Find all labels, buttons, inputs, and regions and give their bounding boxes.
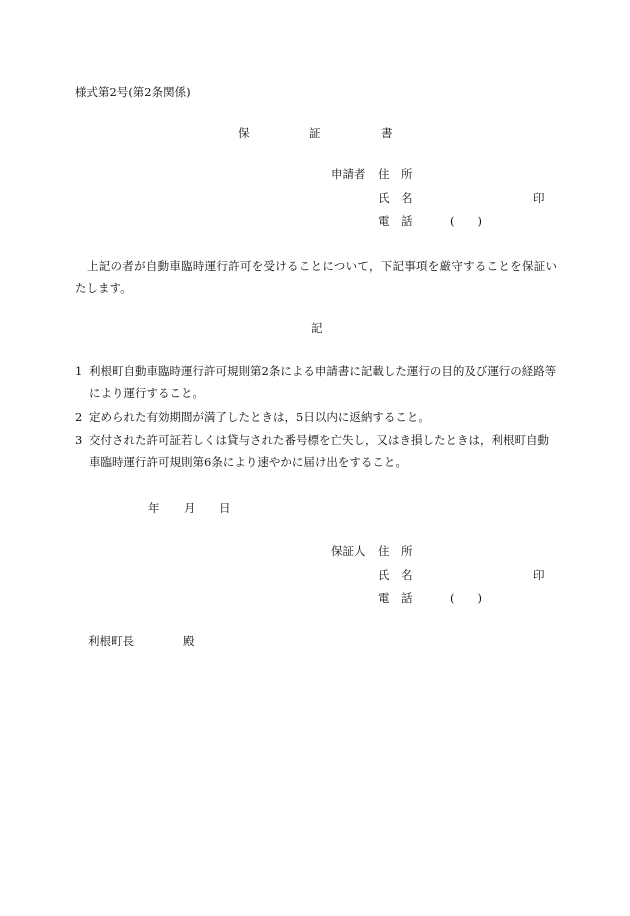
date-day: 日 (219, 501, 231, 515)
item-number: 1 (75, 364, 83, 378)
title-char-1: 保 (238, 126, 250, 140)
applicant-phone-paren: ( ) (450, 214, 482, 228)
date-month: 月 (184, 501, 196, 515)
item-text: 利根町自動車臨時運行許可規則第2条による申請書に記載した運行の目的及び運行の経路等により運行すること。 (89, 364, 557, 400)
addressee-honorific: 殿 (183, 634, 195, 648)
guarantor-address-label: 住 所 (378, 544, 413, 558)
intro-paragraph: 上記の者が自動車臨時運行許可を受けることについて，下記事項を厳守することを保証いたします。 (75, 259, 557, 295)
guarantor-phone-label: 電 話 (378, 591, 413, 605)
item-text: 定められた有効期間が満了したときは，5日以内に返納すること。 (89, 410, 430, 424)
applicant-role: 申請者 (331, 167, 366, 181)
item-number: 2 (75, 410, 83, 424)
list-item (75, 429, 559, 473)
title-char-3: 書 (381, 126, 393, 140)
form-reference: 様式第2号(第2条関係) (75, 85, 191, 99)
ki-heading: 記 (311, 321, 323, 335)
list-item (75, 360, 559, 404)
applicant-name-label: 氏 名 (378, 191, 413, 205)
item-text: 交付された許可証若しくは貸与された番号標を亡失し，又はき損したときは，利根町自動車臨時運行許可規則第6条により速やかに届け出をすること。 (89, 433, 549, 469)
applicant-phone-label: 電 話 (378, 214, 413, 228)
guarantor-phone-paren: ( ) (450, 591, 482, 605)
applicant-seal: 印 (533, 191, 545, 205)
list-item (75, 406, 559, 428)
guarantor-name-label: 氏 名 (378, 568, 413, 582)
addressee-name: 利根町長 (88, 634, 134, 648)
date-year: 年 (148, 501, 160, 515)
title-char-2: 証 (309, 126, 321, 140)
applicant-address-label: 住 所 (378, 167, 413, 181)
item-number: 3 (75, 433, 83, 447)
guarantor-role: 保証人 (331, 544, 366, 558)
guarantor-seal: 印 (533, 568, 545, 582)
